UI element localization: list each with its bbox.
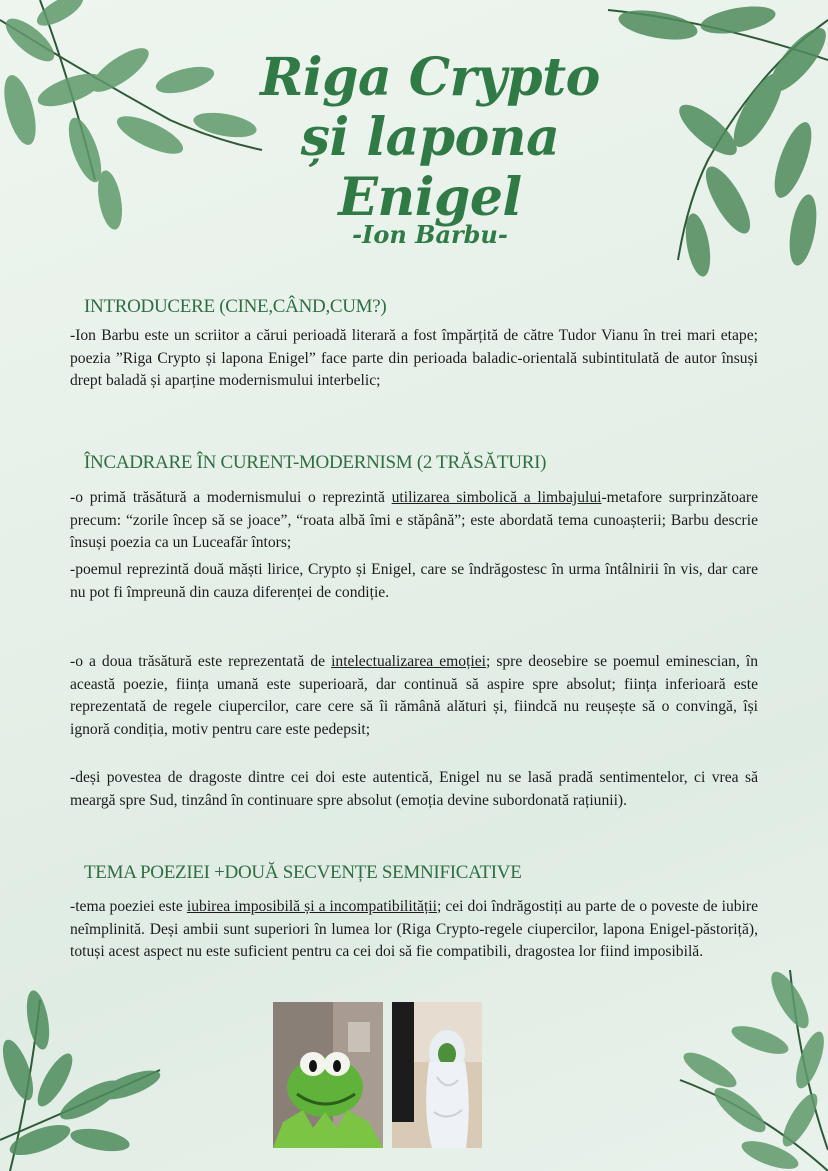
modernism-paragraph-4: -deși povestea de dragoste dintre cei doi este autentică, Enigel nu se lasă pradă sentimentelor, ci vrea să meargă spre Sud, tinzând în continuare spre absolut (emoția devine subordonată rațiunii).: [70, 769, 758, 809]
modernism-paragraph-1: [70, 487, 758, 555]
author-line: -Ion Barbu-: [352, 220, 508, 249]
text-span: ; cei doi îndrăgostiți au parte de o poveste de iubire neîmplinită. Deși ambii sunt superiori în lumea lor (Riga Crypto-regele ciupercilor, lapona Enigel-păstoriță), totuși acest aspect nu este suficient pentru ca cei doi să fie compatibili, dragostea lor fiind imposibilă.: [70, 898, 758, 960]
section-heading-intro: INTRODUCERE (CINE,CÂND,CUM?): [84, 296, 387, 317]
kermit-frog-photo: [273, 1002, 383, 1148]
text-span: -o a doua trăsătură este reprezentată de: [70, 653, 332, 670]
underlined-term: intelectualizarea emoției: [331, 653, 486, 670]
text-span: -metafore surprinzătoare precum: “zorile încep să se joace”, “roata albă îmi e stăpână”; este abordată tema cunoașterii; Barbu descrie însuși poezia ca un Luceafăr întors;: [70, 489, 758, 551]
modernism-paragraph-2: -poemul reprezintă două măști lirice, Crypto și Enigel, care se îndrăgostesc în urma întâlnirii în vis, dar care nu pot fi împreună din cauza diferenței de condiție.: [70, 561, 758, 601]
text-span: -o primă trăsătură a modernismului o reprezintă: [70, 489, 392, 506]
modernism-paragraph-3: [70, 651, 758, 741]
text-span: -tema poeziei este: [70, 898, 187, 915]
section-heading-theme: TEMA POEZIEI +DOUĂ SECVENȚE SEMNIFICATIVE: [84, 862, 522, 883]
intro-paragraph: -Ion Barbu este un scriitor a cărui perioadă literară a fost împărțită de către Tudor Vianu în trei mari etape; poezia ”Riga Crypto și lapona Enigel” face parte din perioada baladic-orientală subintitulată de autor însuși drept baladă și aparține modernismului interbelic;: [70, 327, 758, 389]
page-title: Riga Crypto și lapona Enigel: [260, 47, 600, 228]
underlined-term: utilizarea simbolică a limbajului: [391, 489, 602, 506]
theme-paragraph: [70, 896, 758, 964]
leaf-decoration-bottom-right: [640, 970, 828, 1171]
leaf-decoration-bottom-left: [0, 990, 170, 1171]
wrapped-kermit-photo: [392, 1002, 482, 1148]
text-span: ; spre deosebire se poemul eminescian, în această poezie, ființa umană este superioară, dar continuă să aspire spre absolut; ființa inferioară este reprezentată de regele ciupercilor, care cere să îi rămână alături și, fiindcă nu reușește să o convingă, își ignoră condiția, motiv pentru care este pedepsit;: [70, 653, 758, 738]
leaf-decoration-top-left: [0, 0, 270, 240]
underlined-term: iubirea imposibilă și a incompatibilității: [186, 898, 437, 915]
leaf-decoration-top-right: [588, 0, 828, 300]
section-heading-modernism: ÎNCADRARE ÎN CURENT-MODERNISM (2 TRĂSĂTURI): [84, 452, 547, 473]
